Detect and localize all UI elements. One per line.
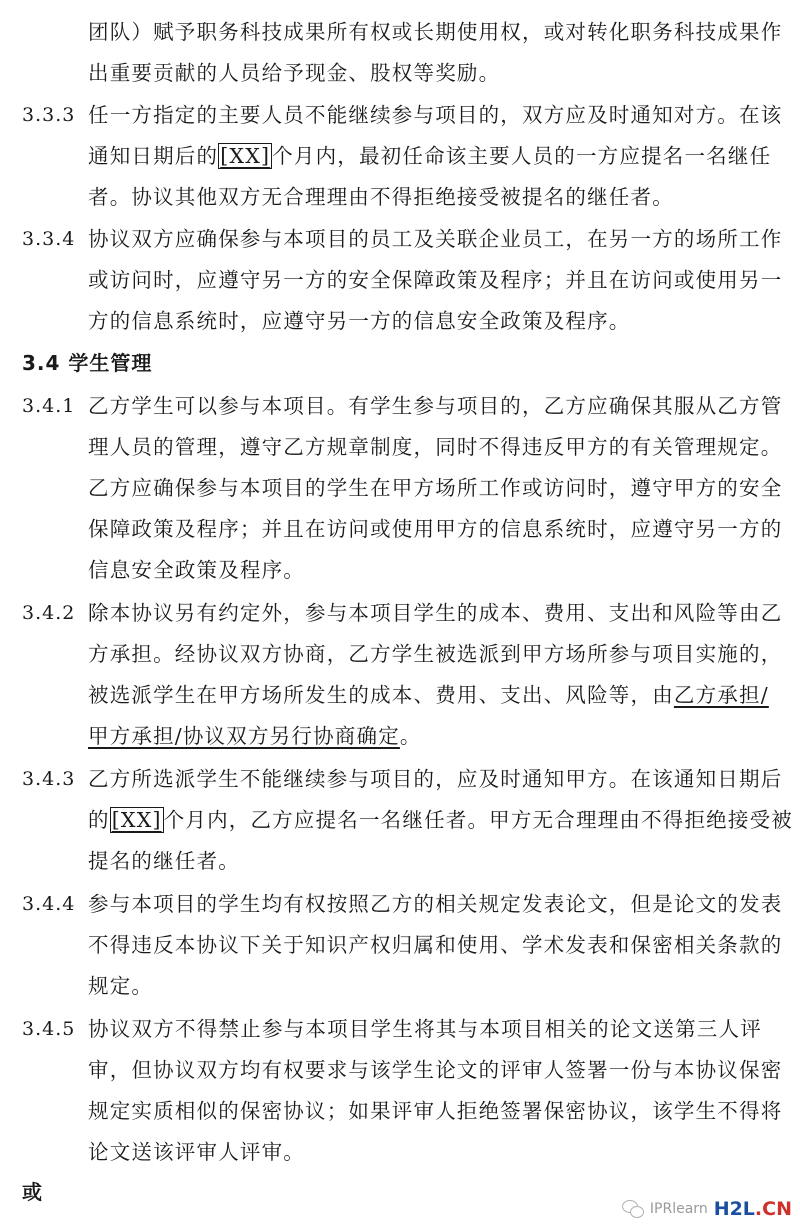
clause-number: 3.4.2	[22, 602, 76, 624]
watermark	[622, 1194, 792, 1224]
text-line: 提名的继任者。	[88, 849, 240, 873]
clause-number: 3.4.3	[22, 768, 76, 790]
text-line: 任一方指定的主要人员不能继续参与项目的，双方应及时通知对方。在该	[88, 103, 783, 127]
text-line	[88, 716, 762, 756]
watermark-account: IPRlearn	[649, 1201, 708, 1217]
text-line: 规定。	[88, 974, 154, 998]
text-line: 乙方所选派学生不能继续参与项目的，应及时通知甲方。在该通知日期后	[88, 767, 783, 791]
text-line: 出重要贡献的人员给予现金、股权等奖励。	[88, 61, 501, 85]
section-heading: 3.4 学生管理	[22, 351, 153, 375]
text-line: 参与本项目的学生均有权按照乙方的相关规定发表论文，但是论文的发表	[88, 892, 783, 916]
logo-main: H2L	[713, 1198, 755, 1220]
text-line: 协议双方不得禁止参与本项目学生将其与本项目相关的论文送第三人评	[88, 1017, 762, 1041]
logo-dot: .CN	[754, 1198, 792, 1220]
text-line: 信息安全政策及程序。	[88, 558, 305, 582]
clause-number: 3.3.4	[22, 228, 76, 250]
text-line	[88, 675, 769, 715]
clause-number: 3.3.3	[22, 104, 76, 126]
text-line: 不得违反本协议下关于知识产权归属和使用、学术发表和保密相关条款的	[88, 933, 783, 957]
placeholder-field: [XX]	[111, 808, 162, 832]
text-line: 方的信息系统时，应遵守另一方的信息安全政策及程序。	[88, 309, 631, 333]
text-span: 通知日期后的	[88, 144, 219, 168]
text-line: 保障政策及程序；并且在访问或使用甲方的信息系统时，应遵守另一方的	[88, 517, 783, 541]
clause-number: 3.4.1	[22, 395, 76, 417]
text-span: 个月内，最初任命该主要人员的一方应提名一名继任	[272, 144, 772, 168]
text-line: 理人员的管理，遵守乙方规章制度，同时不得违反甲方的有关管理规定。	[88, 435, 783, 459]
text-span: 。	[399, 724, 422, 748]
text-span: 个月内，乙方应提名一名继任者。甲方无合理理由不得拒绝接受被	[163, 808, 793, 832]
text-span: 的	[88, 808, 110, 832]
text-line: 团队）赋予职务科技成果所有权或长期使用权，或对转化职务科技成果作	[88, 20, 783, 44]
clause-number: 3.4.5	[22, 1018, 76, 1040]
placeholder-field: [XX]	[220, 144, 271, 168]
text-line: 者。协议其他双方无合理理由不得拒绝接受被提名的继任者。	[88, 185, 674, 209]
watermark-logo	[714, 1198, 792, 1220]
trailing-word: 或	[22, 1180, 42, 1204]
text-line: 审，但协议双方均有权要求与该学生论文的评审人签署一份与本协议保密	[88, 1058, 783, 1082]
text-line: 乙方学生可以参与本项目。有学生参与项目的，乙方应确保其服从乙方管	[88, 394, 783, 418]
text-line	[88, 800, 793, 840]
underlined-option: 乙方承担/	[673, 683, 769, 707]
text-line: 规定实质相似的保密协议；如果评审人拒绝签署保密协议，该学生不得将	[88, 1099, 783, 1123]
text-line	[88, 136, 772, 176]
text-line: 或访问时，应遵守另一方的安全保障政策及程序；并且在访问或使用另一	[88, 268, 783, 292]
text-span: 被选派学生在甲方场所发生的成本、费用、支出、风险等，由	[88, 683, 674, 707]
text-line: 论文送该评审人评审。	[88, 1140, 305, 1164]
wechat-icon	[622, 1200, 644, 1218]
text-line: 方承担。经协议双方协商，乙方学生被选派到甲方场所参与项目实施的，	[88, 642, 783, 666]
text-line: 除本协议另有约定外，参与本项目学生的成本、费用、支出和风险等由乙	[88, 601, 783, 625]
clause-number: 3.4.4	[22, 893, 76, 915]
text-line: 协议双方应确保参与本项目的员工及关联企业员工，在另一方的场所工作	[88, 227, 783, 251]
text-line: 乙方应确保参与本项目的学生在甲方场所工作或访问时，遵守甲方的安全	[88, 476, 783, 500]
underlined-option: 甲方承担/协议双方另行协商确定	[88, 724, 400, 748]
